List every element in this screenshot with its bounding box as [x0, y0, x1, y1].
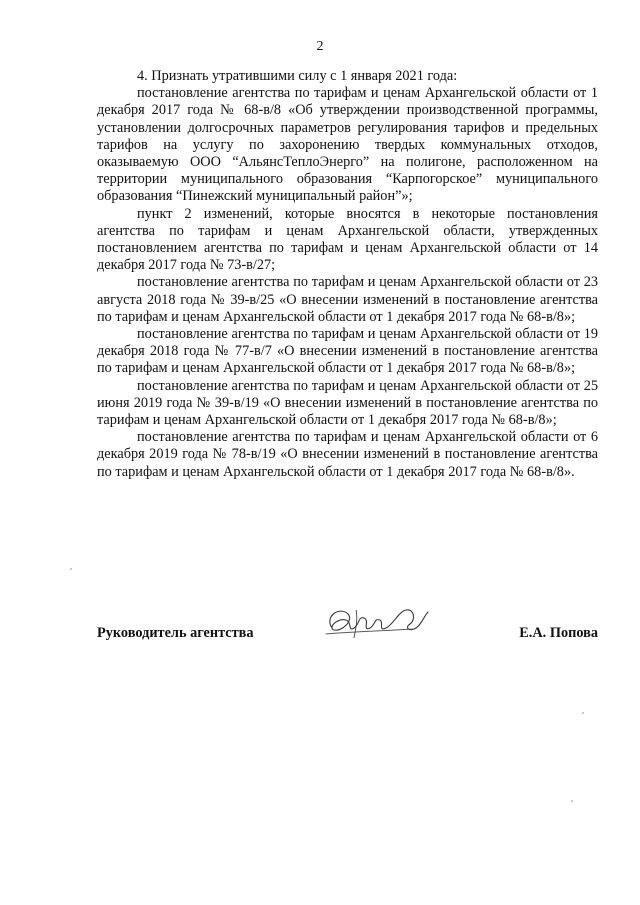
- scan-speck: [582, 712, 584, 714]
- handwritten-signature: [318, 598, 438, 648]
- paragraph-resolution-77-v-7: постановление агентства по тарифам и ценам Архангельской области от 19 декабря 2018 года № 77-в/7 «О внесении изменений в постановление агентства по тарифам и ценам Архангельской области от 1 декабря 2017 года № 68-в/8»;: [97, 326, 598, 377]
- paragraph-resolution-39-v-25: постановление агентства по тарифам и ценам Архангельской области от 23 августа 2018 года № 39-в/25 «О внесении изменений в постановление агентства по тарифам и ценам Архангельской области от 1 декабря 2017 года № 68-в/8»;: [97, 274, 598, 325]
- signatory-name: Е.А. Попова: [519, 625, 598, 641]
- paragraph-resolution-39-v-19: постановление агентства по тарифам и ценам Архангельской области от 25 июня 2019 года № 39-в/19 «О внесении изменений в постановление агентства по тарифам и ценам Архангельской области от 1 декабря 2017 года № 68-в/8»;: [97, 377, 598, 429]
- paragraph-item-4: 4. Признать утратившими силу с 1 января 2021 года:: [137, 68, 458, 84]
- scan-speck: [70, 568, 72, 570]
- signatory-title: Руководитель агентства: [97, 625, 254, 641]
- page-number: 2: [316, 39, 324, 54]
- scan-speck: [571, 800, 573, 802]
- paragraph-point-2-changes: пункт 2 изменений, которые вносятся в некоторые постановления агентства по тарифам и ценам Архангельской области, утвержденных постановлением агентства по тарифам и ценам Архангельской области от 14 декабря 2017 года № 73-в/27;: [97, 205, 598, 274]
- document-body: [97, 68, 598, 481]
- paragraph-resolution-78-v-19: постановление агентства по тарифам и ценам Архангельской области от 6 декабря 2019 года № 78-в/19 «О внесении изменений в постановление агентства по тарифам и ценам Архангельской области от 1 декабря 2017 года № 68-в/8».: [97, 429, 598, 480]
- paragraph-resolution-68-v-8: постановление агентства по тарифам и ценам Архангельской области от 1 декабря 2017 года № 68-в/8 «Об утверждении производственной программы, установлении долгосрочных параметров регулирования тарифов и предельных тарифов на услугу по захоронению твердых коммунальных отходов, оказываемую ООО “АльянсТеплоЭнерго” на полигоне, расположенном на территории муниципального образования “Карпогорское” муниципального образования “Пинежский муниципальный район”»;: [97, 85, 598, 205]
